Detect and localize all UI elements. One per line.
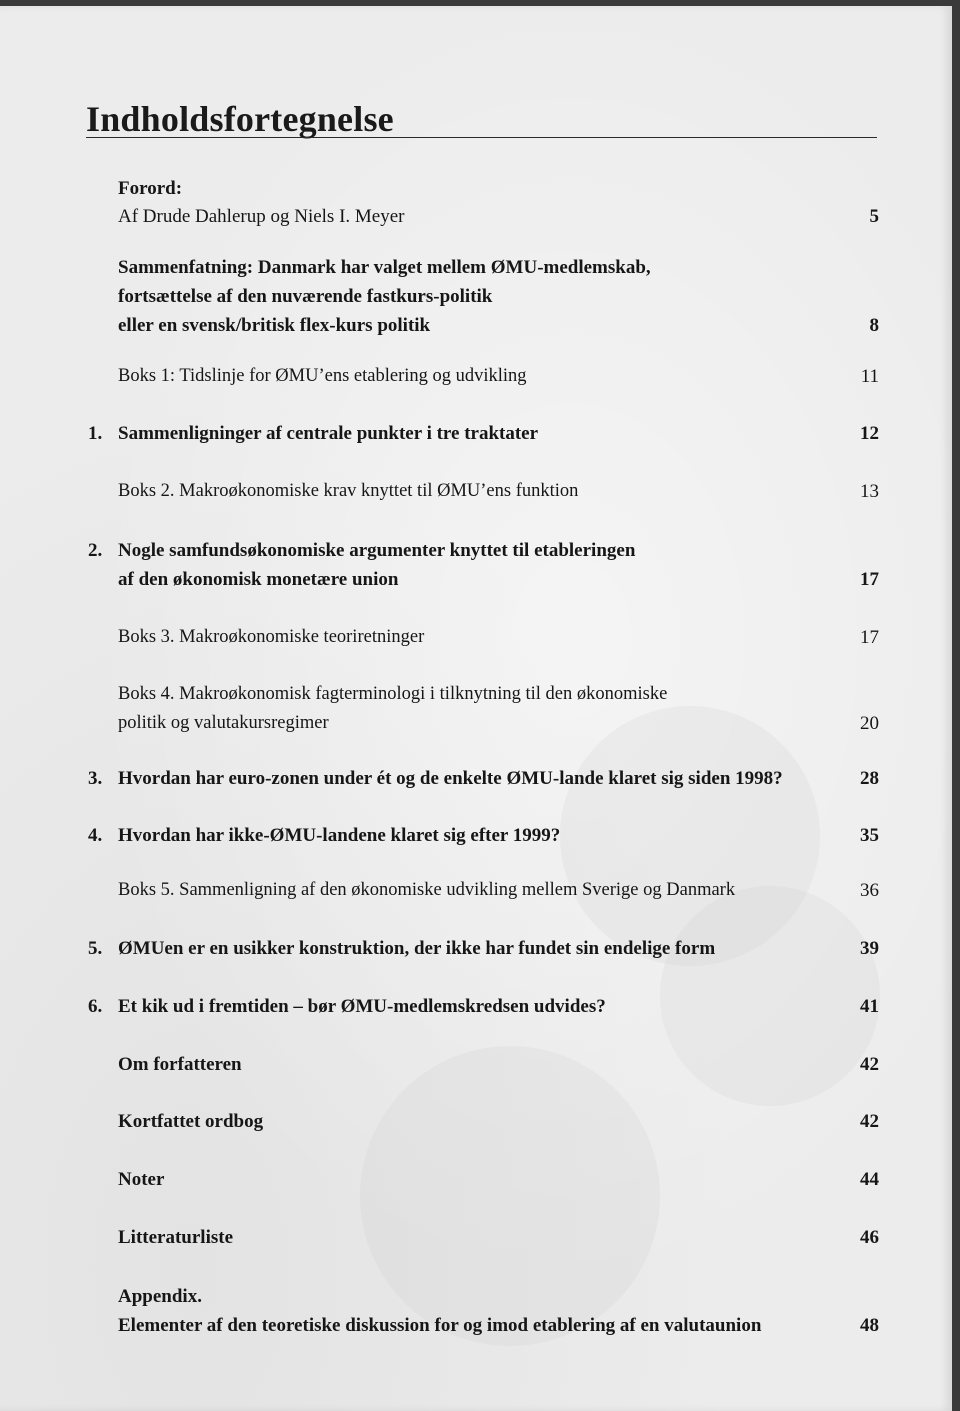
toc-entry-line: Af Drude Dahlerup og Niels I. Meyer (118, 206, 405, 227)
toc-page-number: 48 (860, 1315, 879, 1336)
toc-entry-title (118, 992, 606, 1021)
toc-entry-line: Et kik ud i fremtiden – bør ØMU-medlemskredsen udvides? (118, 996, 606, 1017)
toc-entry-line: Nogle samfundsøkonomiske argumenter knyttet til etableringen (118, 540, 636, 561)
toc-entry-line: Boks 2. Makroøkonomiske krav knyttet til ØMU’ens funktion (118, 481, 579, 501)
title-rule (86, 137, 877, 138)
toc-entry-title (118, 821, 560, 850)
toc-entry-title (118, 362, 527, 391)
toc-page-number: 11 (860, 366, 879, 387)
toc-page-number: 41 (860, 996, 879, 1017)
toc-entry-title (118, 623, 424, 652)
toc-entry-line: Noter (118, 1169, 165, 1190)
toc-entry-title (118, 680, 667, 738)
toc-entry-line: Kortfattet ordbog (118, 1111, 264, 1132)
toc-entry-line: Boks 5. Sammenligning af den økonomiske udvikling mellem Sverige og Danmark (118, 880, 736, 900)
toc-page-number: 42 (860, 1111, 879, 1132)
toc-entry-line: Sammenligninger af centrale punkter i tre traktater (118, 423, 539, 444)
toc-entry-line: Hvordan har euro-zonen under ét og de enkelte ØMU-lande klaret sig siden 1998? (118, 768, 783, 789)
toc-entry-title (118, 1050, 242, 1079)
toc-entry-number: 6. (88, 996, 103, 1017)
toc-page-number: 17 (860, 627, 879, 648)
toc-entry-line: Litteraturliste (118, 1227, 234, 1248)
toc-page-number: 39 (860, 938, 879, 959)
toc-entry-title (118, 202, 405, 231)
page-title: Indholdsfortegnelse (86, 99, 394, 139)
toc-page-number: 35 (860, 825, 879, 846)
toc-entry-line: Boks 4. Makroøkonomisk fagterminologi i tilknytning til den økonomiske (118, 684, 668, 704)
toc-entry-line: Hvordan har ikke-ØMU-landene klaret sig efter 1999? (118, 825, 561, 846)
toc-entry-line: Boks 3. Makroøkonomiske teoriretninger (118, 627, 425, 647)
toc-page-number: 36 (860, 880, 879, 901)
toc-entry-line: fortsættelse af den nuværende fastkurs-politik (118, 286, 493, 307)
toc-entry-line: Om forfatteren (118, 1054, 242, 1075)
toc-page-number: 20 (860, 713, 879, 734)
toc-entry-title (118, 1165, 164, 1194)
toc-entry-line: Appendix. (118, 1286, 202, 1307)
toc-page-number: 46 (860, 1227, 879, 1248)
toc-entry-title (118, 1107, 263, 1136)
toc-page-number: 42 (860, 1054, 879, 1075)
toc-entry-number: 4. (88, 825, 103, 846)
toc-page-number: 17 (860, 569, 879, 590)
toc-entry-title (118, 477, 578, 506)
toc-page-number: 13 (860, 481, 879, 502)
toc-entry-title (118, 764, 783, 793)
toc-entry-line: af den økonomisk monetære union (118, 569, 399, 590)
toc-entry-title (118, 1223, 233, 1252)
toc-entry-number: 2. (88, 540, 103, 561)
toc-entry-line: eller en svensk/britisk flex-kurs politik (118, 315, 431, 336)
toc-entry-line: politik og valutakursregimer (118, 713, 329, 733)
toc-page-number: 5 (869, 206, 879, 227)
book-page (0, 6, 952, 1411)
toc-entry-title (118, 1282, 761, 1340)
toc-entry-line: Boks 1: Tidslinje for ØMU’ens etablering og udvikling (118, 366, 527, 386)
toc-entry-title (118, 174, 182, 203)
toc-page-number: 8 (869, 315, 879, 336)
toc-entry-number: 5. (88, 938, 103, 959)
toc-entry-title (118, 419, 538, 448)
toc-entry-title (118, 934, 715, 963)
toc-entry-title (118, 876, 735, 905)
toc-entry-number: 1. (88, 423, 103, 444)
toc-entry-title (118, 536, 635, 594)
toc-entry-line: Sammenfatning: Danmark har valget mellem ØMU-medlemskab, (118, 257, 651, 278)
toc-entry-line: Elementer af den teoretiske diskussion for og imod etablering af en valutaunion (118, 1315, 762, 1336)
toc-page-number: 12 (860, 423, 879, 444)
toc-entry-line: ØMUen er en usikker konstruktion, der ikke har fundet sin endelige form (118, 938, 716, 959)
bleed-through-shape (660, 886, 880, 1106)
toc-entry-line: Forord: (118, 178, 183, 199)
toc-page-number: 28 (860, 768, 879, 789)
toc-entry-number: 3. (88, 768, 103, 789)
toc-page-number: 44 (860, 1169, 879, 1190)
toc-entry-title (118, 253, 651, 340)
